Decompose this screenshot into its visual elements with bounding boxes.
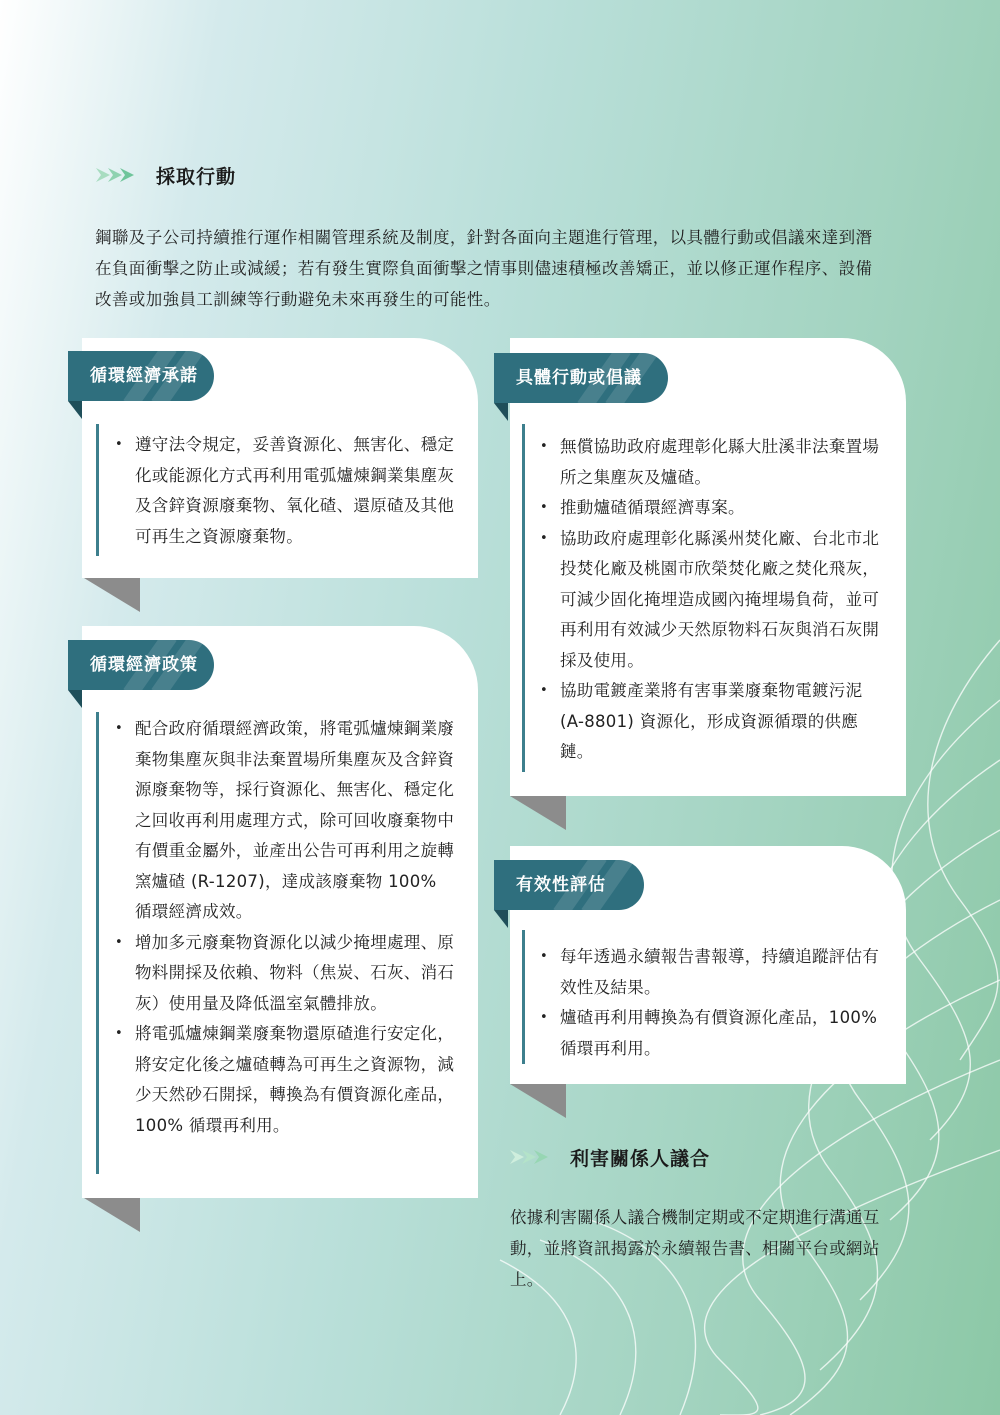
- double-arrow-icon: [510, 1148, 554, 1166]
- card-accent-bar: [96, 424, 99, 556]
- tag-fold: [68, 690, 82, 708]
- tag-actions: [494, 353, 668, 403]
- list-item: • 協助政府處理彰化縣溪州焚化廠、台北市北投焚化廠及桃園市欣榮焚化廠之焚化飛灰，可減少固化掩埋造成國內掩埋場負荷，並可再利用有效減少天然原物料石灰與消石灰開採及使用。: [540, 524, 885, 677]
- list-policy: [115, 714, 455, 1141]
- list-item: • 配合政府循環經濟政策，將電弧爐煉鋼業廢棄物集塵灰與非法棄置場所集塵灰及含鋅資源廢棄物等，採行資源化、無害化、穩定化之回收再利用處理方式，除可回收廢棄物中有價重金屬外，並產出公告可再利用之旋轉窯爐碴 (R-1207)，達成該廢棄物 100% 循環經濟成效。: [115, 714, 455, 928]
- list-item: • 遵守法令規定，妥善資源化、無害化、穩定化或能源化方式再利用電弧爐煉鋼業集塵灰及含鋅資源廢棄物、氧化碴、還原碴及其他可再生之資源廢棄物。: [115, 430, 455, 552]
- tag-label: 循環經濟政策: [90, 655, 198, 675]
- tag-commitment: [68, 351, 214, 401]
- tag-fold: [68, 401, 82, 419]
- section-title-take-action: 採取行動: [156, 166, 237, 188]
- tag-label: 有效性評估: [516, 875, 606, 895]
- tag-fold: [494, 403, 508, 421]
- list-item: • 推動爐碴循環經濟專案。: [540, 493, 885, 524]
- card-shadow: [84, 1198, 140, 1232]
- list-commitment: [115, 430, 455, 552]
- tag-policy: [68, 640, 214, 690]
- tag-fold: [494, 910, 508, 928]
- card-accent-bar: [96, 712, 99, 1174]
- list-item: • 將電弧爐煉鋼業廢棄物還原碴進行安定化，將安定化後之爐碴轉為可再生之資源物，減少天然砂石開採，轉換為有價資源化產品，100% 循環再利用。: [115, 1019, 455, 1141]
- intro-paragraph: 鋼聯及子公司持續推行運作相關管理系統及制度，針對各面向主題進行管理，以具體行動或倡議來達到潛在負面衝擊之防止或減緩；若有發生實際負面衝擊之情事則儘速積極改善矯正，並以修正運作程序、設備改善或加強員工訓練等行動避免未來再發生的可能性。: [95, 228, 873, 309]
- section-title-stakeholder: 利害關係人議合: [570, 1148, 711, 1170]
- list-evaluation: [540, 942, 885, 1064]
- list-item: • 爐碴再利用轉換為有價資源化產品，100% 循環再利用。: [540, 1003, 885, 1064]
- tag-evaluation: [494, 860, 644, 910]
- list-actions: [540, 432, 885, 768]
- card-accent-bar: [522, 424, 525, 772]
- card-accent-bar: [522, 930, 525, 1064]
- list-item: • 協助電鍍產業將有害事業廢棄物電鍍污泥 (A-8801) 資源化，形成資源循環的供應鏈。: [540, 676, 885, 768]
- list-item: • 每年透過永續報告書報導，持續追蹤評估有效性及結果。: [540, 942, 885, 1003]
- double-arrow-icon: [96, 166, 140, 184]
- list-item: • 無償協助政府處理彰化縣大肚溪非法棄置場所之集塵灰及爐碴。: [540, 432, 885, 493]
- card-shadow: [84, 578, 140, 612]
- tag-label: 具體行動或倡議: [516, 368, 642, 388]
- list-item: • 增加多元廢棄物資源化以減少掩埋處理、原物料開採及依賴、物料（焦炭、石灰、消石灰）使用量及降低溫室氣體排放。: [115, 928, 455, 1020]
- card-shadow: [510, 796, 566, 830]
- stakeholder-paragraph: 依據利害關係人議合機制定期或不定期進行溝通互動，並將資訊揭露於永續報告書、相關平台或網站上。: [510, 1208, 880, 1289]
- tag-label: 循環經濟承諾: [90, 366, 198, 386]
- card-shadow: [510, 1084, 566, 1118]
